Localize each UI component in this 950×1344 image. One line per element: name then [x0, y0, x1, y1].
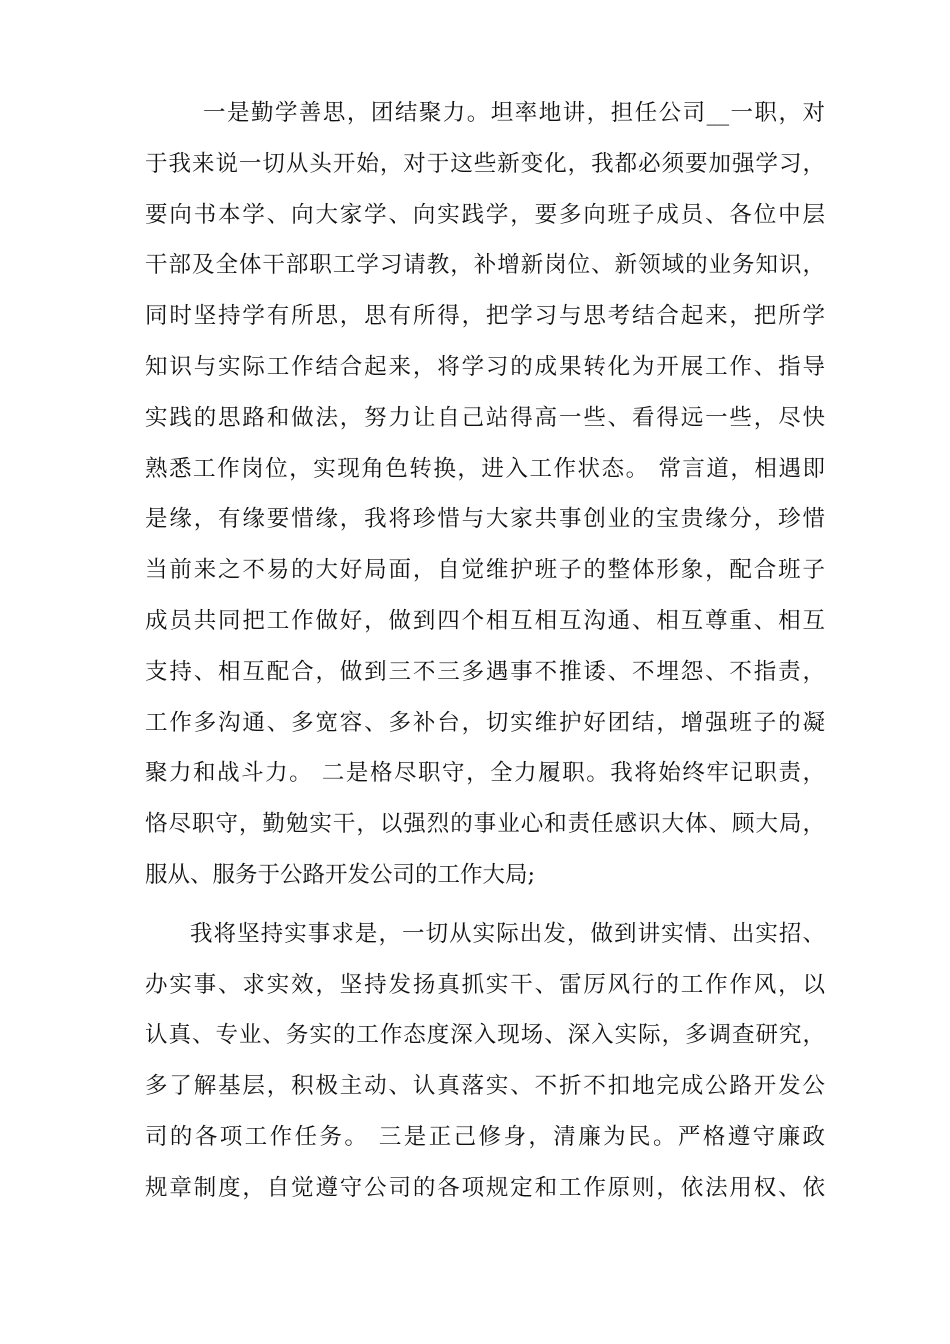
paragraph-1 [145, 88, 825, 901]
paragraph-line: 于我来说一切从头开始，对于这些新变化，我都必须要加强学习， [145, 150, 825, 177]
paragraph-spacer [145, 901, 825, 909]
paragraph-line: 支持、相互配合，做到三不三多遇事不推诿、不埋怨、不指责， [145, 658, 825, 685]
paragraph-line: 同时坚持学有所思，思有所得，把学习与思考结合起来，把所学 [145, 303, 825, 330]
paragraph-2 [145, 909, 825, 1214]
paragraph-line: 一是勤学善思，团结聚力。坦率地讲，担任公司__一职，对 [203, 100, 825, 126]
paragraph-line: 工作多沟通、多宽容、多补台，切实维护好团结，增强班子的凝 [145, 709, 825, 736]
paragraph-line: 干部及全体干部职工学习请教，补增新岗位、新领域的业务知识， [145, 252, 825, 279]
paragraph-line: 聚力和战斗力。 二是格尽职守，全力履职。我将始终牢记职责， [145, 760, 825, 787]
paragraph-line: 我将坚持实事求是，一切从实际出发，做到讲实情、出实招、 [190, 920, 825, 947]
paragraph-line: 是缘，有缘要惜缘，我将珍惜与大家共事创业的宝贵缘分，珍惜 [145, 506, 825, 533]
paragraph-line: 当前来之不易的大好局面，自觉维护班子的整体形象，配合班子 [145, 557, 825, 584]
paragraph-line: 多了解基层，积极主动、认真落实、不折不扣地完成公路开发公 [145, 1073, 825, 1100]
paragraph-line: 规章制度，自觉遵守公司的各项规定和工作原则，依法用权、依 [145, 1174, 825, 1201]
paragraph-line: 司的各项工作任务。 三是正己修身，清廉为民。严格遵守廉政 [145, 1123, 825, 1150]
paragraph-line: 要向书本学、向大家学、向实践学，要多向班子成员、各位中层 [145, 201, 825, 228]
paragraph-line: 恪尽职守，勤勉实干，以强烈的事业心和责任感识大体、顾大局， [145, 811, 825, 838]
paragraph-line: 认真、专业、务实的工作态度深入现场、深入实际，多调查研究， [145, 1022, 825, 1049]
paragraph-line: 知识与实际工作结合起来，将学习的成果转化为开展工作、指导 [145, 353, 825, 380]
paragraph-line: 熟悉工作岗位，实现角色转换，进入工作状态。 常言道，相遇即 [145, 455, 825, 482]
paragraph-line: 实践的思路和做法，努力让自己站得高一些、看得远一些，尽快 [145, 404, 825, 431]
document-body [145, 88, 825, 1214]
paragraph-line: 服从、服务于公路开发公司的工作大局; [145, 861, 536, 888]
paragraph-line: 办实事、求实效，坚持发扬真抓实干、雷厉风行的工作作风，以 [145, 971, 825, 998]
paragraph-line: 成员共同把工作做好，做到四个相互相互沟通、相互尊重、相互 [145, 607, 825, 634]
